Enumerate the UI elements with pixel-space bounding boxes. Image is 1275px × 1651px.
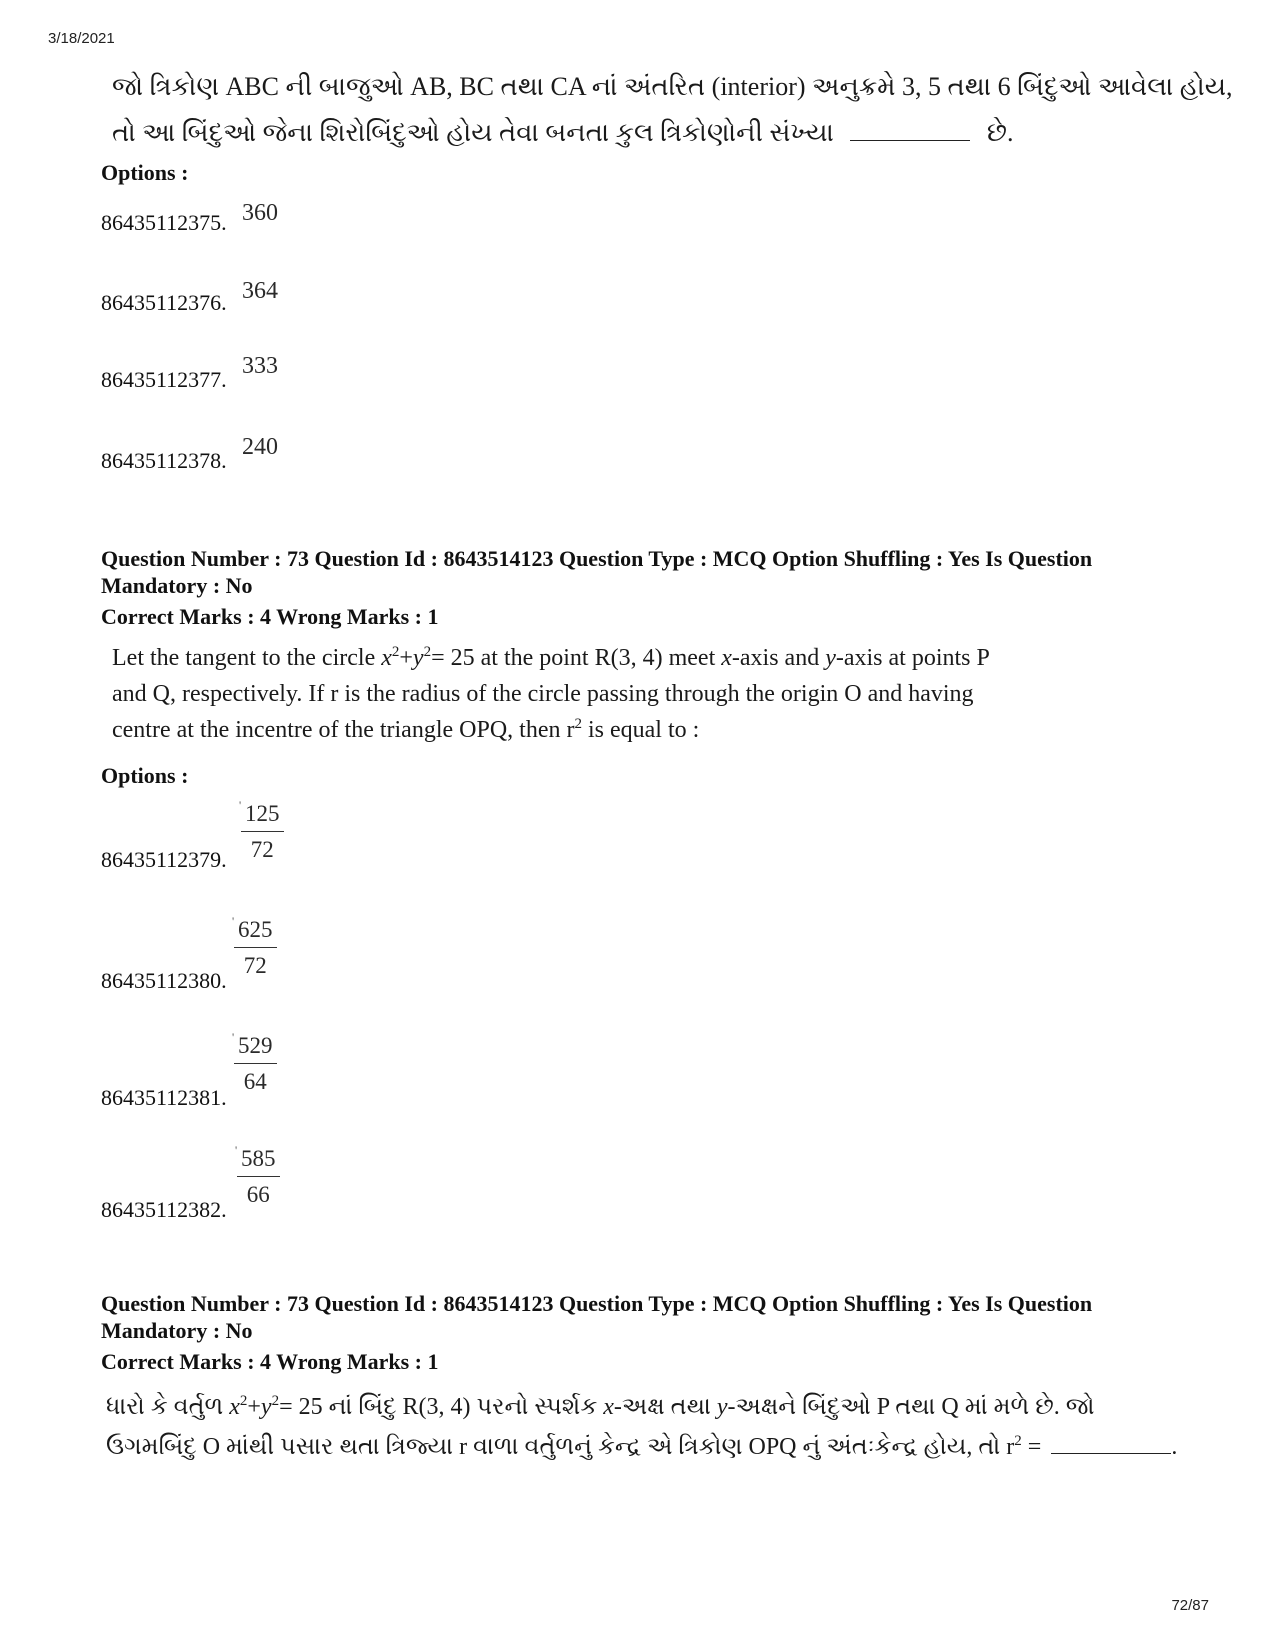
q72-text-line-2-end: છે.	[986, 118, 1014, 147]
option-id: 86435112382.	[101, 1197, 227, 1222]
question-meta-line-2: Mandatory : No	[101, 573, 253, 598]
text-segment: =	[1027, 1434, 1042, 1460]
math-exponent: 2	[239, 1393, 248, 1409]
math-exponent: 2	[574, 716, 582, 732]
fraction-denominator: 66	[246, 1182, 270, 1207]
text-segment: ઉગમબિંદુ O માંથી પસાર થતા ત્રિજ્યા r વાળા વર્તુળનું કેન્દ્ર એ ત્રિકોણ OPQ નું અંતઃકેન્દ્ર હોય, તો r	[106, 1434, 1015, 1460]
option-value: 360	[242, 200, 278, 226]
math-plus: +	[247, 1394, 261, 1420]
math-exponent: 2	[391, 644, 400, 660]
option-id: 86435112375.	[101, 210, 227, 235]
fraction-denominator: 72	[250, 837, 274, 862]
option-id: 86435112377.	[101, 367, 227, 392]
question-marks: Correct Marks : 4 Wrong Marks : 1	[101, 604, 439, 629]
question-meta-line-1: Question Number : 73 Question Id : 8643514123 Question Type : MCQ Option Shuffling : Yes Is Question	[101, 1291, 1093, 1316]
text-segment: Let the tangent to the circle	[112, 645, 376, 671]
text-segment: at the point R(3, 4) meet	[480, 645, 716, 671]
fraction	[237, 1145, 280, 1209]
text-segment: -axis and	[731, 645, 820, 671]
print-date: 3/18/2021	[48, 30, 115, 47]
fraction-tick: '	[235, 1143, 238, 1157]
q73-gu-line-1	[106, 1388, 1177, 1426]
fraction-numerator: 585	[237, 1145, 280, 1177]
math-plus: +	[399, 645, 413, 671]
fraction	[234, 1032, 277, 1096]
math-x: x	[721, 645, 732, 671]
text-segment: ધારો કે વર્તુળ	[106, 1394, 224, 1420]
q72-text-line-2	[112, 114, 1233, 152]
question-meta	[101, 1290, 1211, 1344]
answer-blank	[1051, 1435, 1171, 1454]
fraction-tick: '	[232, 914, 235, 928]
option-id: 86435112381.	[101, 1085, 227, 1110]
text-segment: -અક્ષને બિંદુઓ P તથા Q માં મળે છે. જો	[727, 1394, 1095, 1420]
options-label: Options :	[101, 160, 189, 185]
q72-text-line-2-start: તો આ બિંદુઓ જેના શિરોબિંદુઓ હોય તેવા બનતા કુલ ત્રિકોણોની સંખ્યા	[112, 118, 834, 147]
option-id: 86435112376.	[101, 290, 227, 315]
q73-gu-line-2	[106, 1428, 1177, 1466]
text-segment: -axis at points P	[835, 645, 990, 671]
end-period: .	[1171, 1434, 1178, 1460]
question-meta-line-1: Question Number : 73 Question Id : 8643514123 Question Type : MCQ Option Shuffling : Yes Is Question	[101, 546, 1093, 571]
fraction-numerator: 625	[234, 916, 277, 948]
option-value: 333	[242, 353, 278, 379]
fraction	[234, 916, 277, 980]
question-meta	[101, 545, 1211, 599]
math-exponent: 2	[423, 644, 432, 660]
option-value: 240	[242, 434, 278, 460]
fraction-tick: '	[239, 798, 242, 812]
option-id: 86435112380.	[101, 968, 227, 993]
math-x: x	[381, 645, 392, 671]
fraction-denominator: 72	[243, 953, 267, 978]
fraction-numerator: 529	[234, 1032, 277, 1064]
math-y: y	[825, 645, 836, 671]
q73-en-line-1	[112, 640, 990, 676]
page-number: 72/87	[1171, 1597, 1209, 1614]
options-label: Options :	[101, 763, 189, 788]
q73-question-text-en	[112, 640, 990, 748]
question-meta-line-2: Mandatory : No	[101, 1318, 253, 1343]
math-y: y	[716, 1394, 728, 1420]
text-segment: is equal to :	[587, 717, 700, 743]
option-value: 364	[242, 278, 278, 304]
math-y: y	[260, 1394, 272, 1420]
q72-question-text	[112, 68, 1233, 152]
math-x: x	[603, 1394, 614, 1420]
text-segment: -અક્ષ તથા	[613, 1394, 711, 1420]
math-exponent: 2	[271, 1393, 280, 1409]
math-x: x	[229, 1394, 240, 1420]
option-id: 86435112378.	[101, 448, 227, 473]
option-id: 86435112379.	[101, 847, 227, 872]
fraction	[241, 800, 284, 864]
q73-en-line-2: and Q, respectively. If r is the radius of the circle passing through the origin O and having	[112, 681, 974, 707]
question-marks: Correct Marks : 4 Wrong Marks : 1	[101, 1349, 439, 1374]
q73-question-text-gu	[106, 1388, 1177, 1466]
fraction-denominator: 64	[243, 1069, 267, 1094]
text-segment: નાં બિંદુ R(3, 4) પરનો સ્પર્શક	[328, 1394, 598, 1420]
answer-blank	[850, 122, 970, 141]
math-eq-25: = 25	[431, 645, 475, 671]
math-eq-25: = 25	[279, 1394, 323, 1420]
math-y: y	[412, 645, 424, 671]
fraction-numerator: 125	[241, 800, 284, 832]
q73-en-line-3	[112, 712, 990, 748]
fraction-tick: '	[232, 1030, 235, 1044]
q72-text-line-1: જો ત્રિકોણ ABC ની બાજુઓ AB, BC તથા CA નાં અંતરિત (interior) અનુક્રમે 3, 5 તથા 6 બિંદુઓ આવેલા હોય,	[112, 72, 1233, 101]
math-exponent: 2	[1014, 1433, 1022, 1449]
text-segment: centre at the incentre of the triangle OPQ, then r	[112, 717, 575, 743]
